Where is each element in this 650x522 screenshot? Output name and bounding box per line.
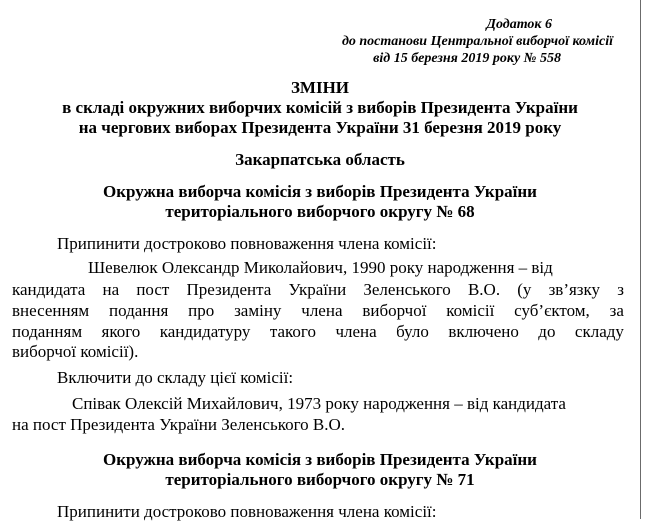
justified-word: зв’язку (548, 280, 601, 299)
justified-word: з (617, 280, 624, 299)
justified-word: члена (301, 301, 343, 320)
appendix-number: Додаток 6 (486, 17, 552, 32)
justified-word: України (288, 280, 347, 299)
terminate-label-68: Припинити достроково повноваження члена комісії: (57, 234, 437, 253)
justified-word: кандидата (12, 280, 86, 299)
region-heading: Закарпатська область (235, 150, 405, 169)
appendix-resolution: до постанови Центральної виборчої комісії (341, 34, 613, 49)
justified-word: внесенням (12, 301, 90, 320)
commission-71-heading-line1: Окружна виборча комісія з виборів Президента України (103, 450, 537, 469)
justified-word: пост (136, 280, 170, 299)
terminate-label-71: Припинити достроково повноваження члена комісії: (57, 502, 437, 521)
justified-word: за (609, 301, 624, 320)
justified-word: до (538, 322, 556, 341)
justified-word: виборчої (362, 301, 427, 320)
justified-word: на (102, 280, 120, 299)
document-title: ЗМІНИ (290, 78, 350, 97)
commission-68-heading-line2: територіального виборчого округу № 68 (165, 202, 475, 221)
removed-member-text: Шевелюк Олександр Миколайович, 1990 року народження – від (88, 258, 553, 277)
justified-word: члена (335, 322, 377, 341)
justified-word: включено (448, 322, 519, 341)
removed-member-line2 (12, 279, 624, 300)
document-subtitle-line2: на чергових виборах Президента України 31 березня 2019 року (78, 118, 562, 137)
justified-word: подання (109, 301, 169, 320)
appendix-date: від 15 березня 2019 року № 558 (373, 51, 561, 66)
page-edge (640, 0, 641, 519)
commission-68-heading-line1: Окружна виборча комісія з виборів Президента України (103, 182, 537, 201)
justified-word: кандидатуру (159, 322, 251, 341)
document-subtitle-line1: в складі окружних виборчих комісій з виборів Президента України (62, 98, 578, 117)
justified-word: було (396, 322, 429, 341)
justified-word: якого (101, 322, 141, 341)
include-label-68: Включити до складу цієї комісії: (57, 368, 294, 387)
justified-word: (у (517, 280, 532, 299)
justified-word: такого (269, 322, 316, 341)
justified-word: Президента (186, 280, 272, 299)
justified-word: складу (574, 322, 624, 341)
added-member-line2: на пост Президента України Зеленського В.О. (12, 415, 346, 434)
justified-word: Зеленського (363, 280, 451, 299)
justified-word: суб’єктом, (514, 301, 590, 320)
removed-member-line5: виборчої комісії). (12, 342, 139, 361)
justified-word: про (188, 301, 215, 320)
removed-member-line3 (12, 300, 624, 321)
justified-word: поданням (12, 322, 83, 341)
justified-word: В.О. (467, 280, 501, 299)
removed-member-line4 (12, 321, 624, 342)
commission-71-heading-line2: територіального виборчого округу № 71 (165, 470, 475, 489)
removed-member-line1 (88, 258, 624, 278)
justified-word: заміну (234, 301, 282, 320)
justified-word: комісії (446, 301, 495, 320)
added-member-line1: Співак Олексій Михайлович, 1973 року народження – від кандидата (72, 394, 566, 413)
